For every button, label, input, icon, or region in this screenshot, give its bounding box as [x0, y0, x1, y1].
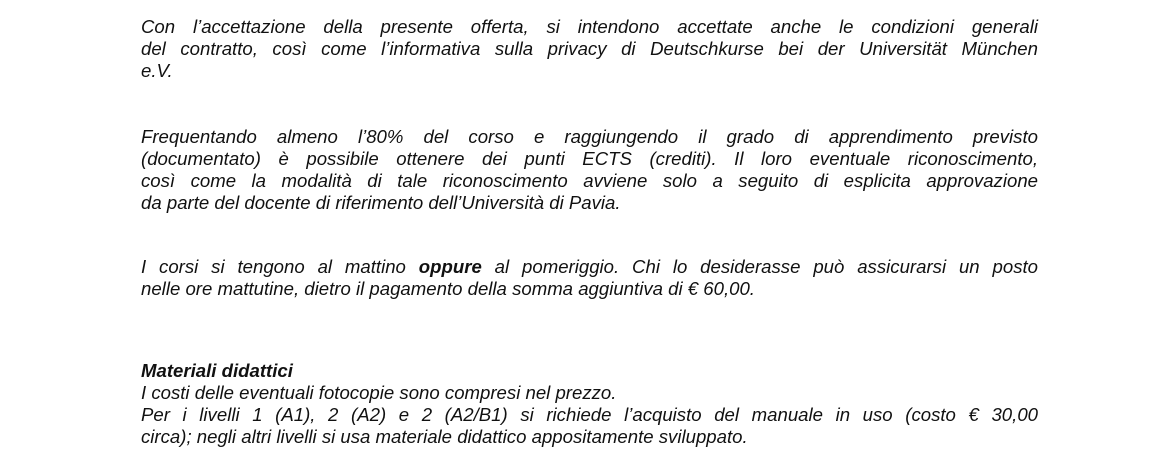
- text-line: e.V.: [141, 60, 173, 81]
- text-line: nelle ore mattutine, dietro il pagamento della somma aggiuntiva di € 60,00.: [141, 278, 755, 299]
- section-heading: Materiali didattici: [141, 360, 293, 381]
- text-segment: al pomeriggio. Chi lo desiderasse può assicurarsi un posto: [481, 256, 1038, 277]
- paragraph-ects-credits: [141, 126, 1038, 214]
- text-line: Con l’accettazione della presente offerta, si intendono accettate anche le condizioni generali: [141, 16, 1038, 37]
- text-line: circa); negli altri livelli si usa materiale didattico appositamente sviluppato.: [141, 426, 748, 447]
- text-line: (documentato) è possibile ottenere dei punti ECTS (crediti). Il loro eventuale riconoscimento,: [141, 148, 1038, 169]
- text-line: del contratto, così come l’informativa sulla privacy di Deutschkurse bei der Universität München: [141, 38, 1038, 59]
- text-line: Frequentando almeno l’80% del corso e raggiungendo il grado di apprendimento previsto: [141, 126, 1038, 147]
- paragraph-terms-acceptance: [141, 16, 1038, 82]
- paragraph-course-times: [141, 256, 1038, 300]
- text-segment: I corsi si tengono al mattino: [141, 256, 419, 277]
- text-line: così come la modalità di tale riconoscimento avviene solo a seguito di esplicita approvazione: [141, 170, 1038, 191]
- emphasis-oppure: oppure: [418, 256, 482, 277]
- text-line: I costi delle eventuali fotocopie sono compresi nel prezzo.: [141, 382, 617, 403]
- text-line: Per i livelli 1 (A1), 2 (A2) e 2 (A2/B1) si richiede l’acquisto del manuale in uso (costo € 30,00: [141, 404, 1038, 425]
- section-teaching-materials: [141, 360, 1038, 448]
- text-line: da parte del docente di riferimento dell’Università di Pavia.: [141, 192, 621, 213]
- text-line: [141, 256, 1038, 278]
